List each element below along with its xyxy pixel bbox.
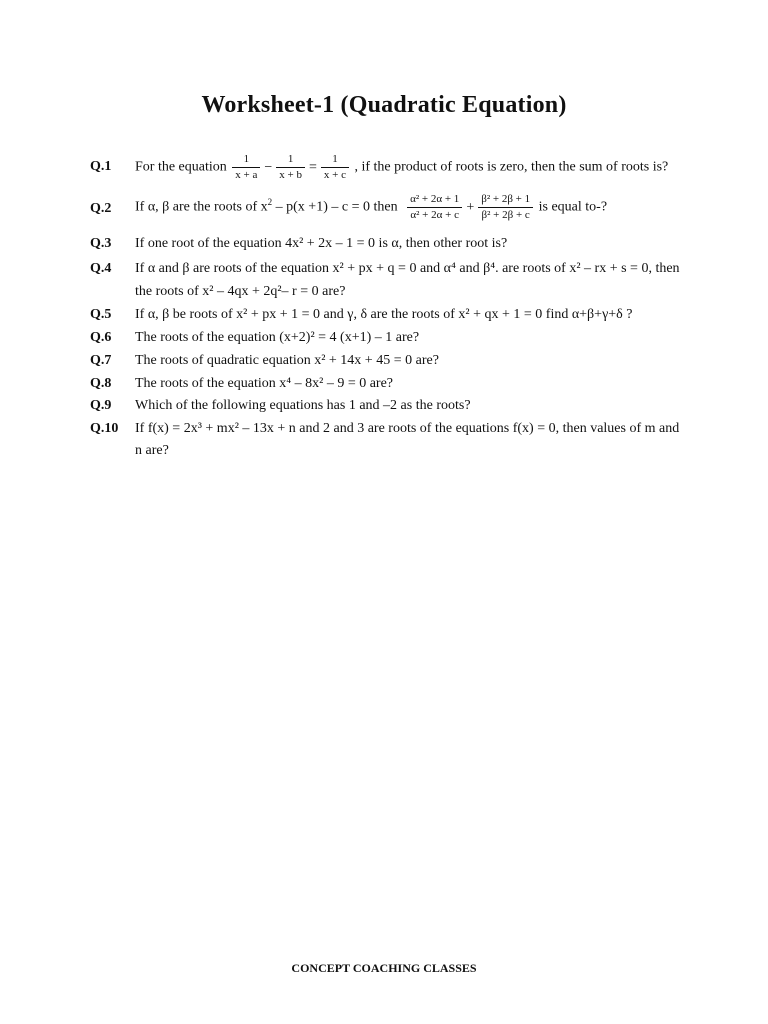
- question-number: Q.7: [90, 353, 112, 368]
- question-number: Q.10: [90, 421, 119, 436]
- fraction-beta: [478, 192, 533, 223]
- footer-institution: CONCEPT COACHING CLASSES: [291, 961, 477, 975]
- question-text: The roots of the equation (x+2)² = 4 (x+1) – 1 are?: [135, 330, 420, 345]
- fraction-denominator: α² + 2α + c: [410, 209, 459, 221]
- question-1-prefix: For the equation: [135, 159, 227, 175]
- question-text: [135, 152, 690, 183]
- fraction-denominator: x + c: [323, 169, 346, 181]
- question-number: Q.6: [90, 330, 112, 345]
- fraction-denominator: β² + 2β + c: [481, 209, 530, 221]
- question-number: Q.4: [90, 261, 112, 276]
- question-text: If α, β be roots of x² + px + 1 = 0 and γ, δ are the roots of x² + qx + 1 = 0 find α+β+γ+δ ?: [135, 307, 633, 322]
- fraction-2: [276, 152, 305, 183]
- question-2-prefix: If α, β are the roots of x: [135, 199, 268, 215]
- question-text: The roots of the equation x⁴ – 8x² – 9 = 0 are?: [135, 376, 394, 391]
- question-1-suffix: , if the product of roots is zero, then the sum of roots is?: [354, 159, 669, 175]
- exponent: 2: [267, 197, 273, 208]
- question-text: If one root of the equation 4x² + 2x – 1 = 0 is α, then other root is?: [135, 236, 508, 251]
- question-text-line-2: n are?: [135, 443, 169, 458]
- question-2-suffix: is equal to-?: [538, 199, 608, 215]
- fraction-numerator: 1: [276, 152, 305, 168]
- fraction-alpha: [407, 192, 462, 223]
- question-text: Which of the following equations has 1 and –2 as the roots?: [135, 398, 471, 413]
- fraction-3: [321, 152, 349, 183]
- question-number: Q.2: [90, 201, 112, 216]
- fraction-1: [232, 152, 260, 183]
- question-number: Q.1: [90, 159, 112, 174]
- question-number: Q.3: [90, 236, 112, 251]
- question-2-middle: – p(x +1) – c = 0 then: [272, 199, 398, 215]
- question-text: The roots of quadratic equation x² + 14x + 45 = 0 are?: [135, 353, 439, 368]
- fraction-denominator: x + b: [279, 169, 302, 181]
- fraction-denominator: x + a: [235, 169, 258, 181]
- fraction-numerator: α² + 2α + 1: [407, 192, 462, 208]
- fraction-numerator: β² + 2β + 1: [478, 192, 533, 208]
- question-text-line-1: If f(x) = 2x³ + mx² – 13x + n and 2 and 3 are roots of the equations f(x) = 0, then values of m and: [135, 421, 680, 436]
- question-number: Q.8: [90, 376, 112, 391]
- question-text: [135, 192, 690, 223]
- worksheet-title: Worksheet-1 (Quadratic Equation): [201, 92, 567, 118]
- minus-sign: −: [264, 159, 273, 175]
- fraction-numerator: 1: [232, 152, 260, 168]
- question-number: Q.9: [90, 398, 112, 413]
- plus-sign: +: [466, 199, 475, 215]
- question-text-line-2: the roots of x² – 4qx + 2q²– r = 0 are?: [135, 284, 346, 299]
- question-text-line-1: If α and β are roots of the equation x² + px + q = 0 and α⁴ and β⁴. are roots of x² – rx + s = 0, then: [135, 261, 680, 276]
- question-number: Q.5: [90, 307, 112, 322]
- equals-sign: =: [308, 159, 317, 175]
- fraction-numerator: 1: [321, 152, 349, 168]
